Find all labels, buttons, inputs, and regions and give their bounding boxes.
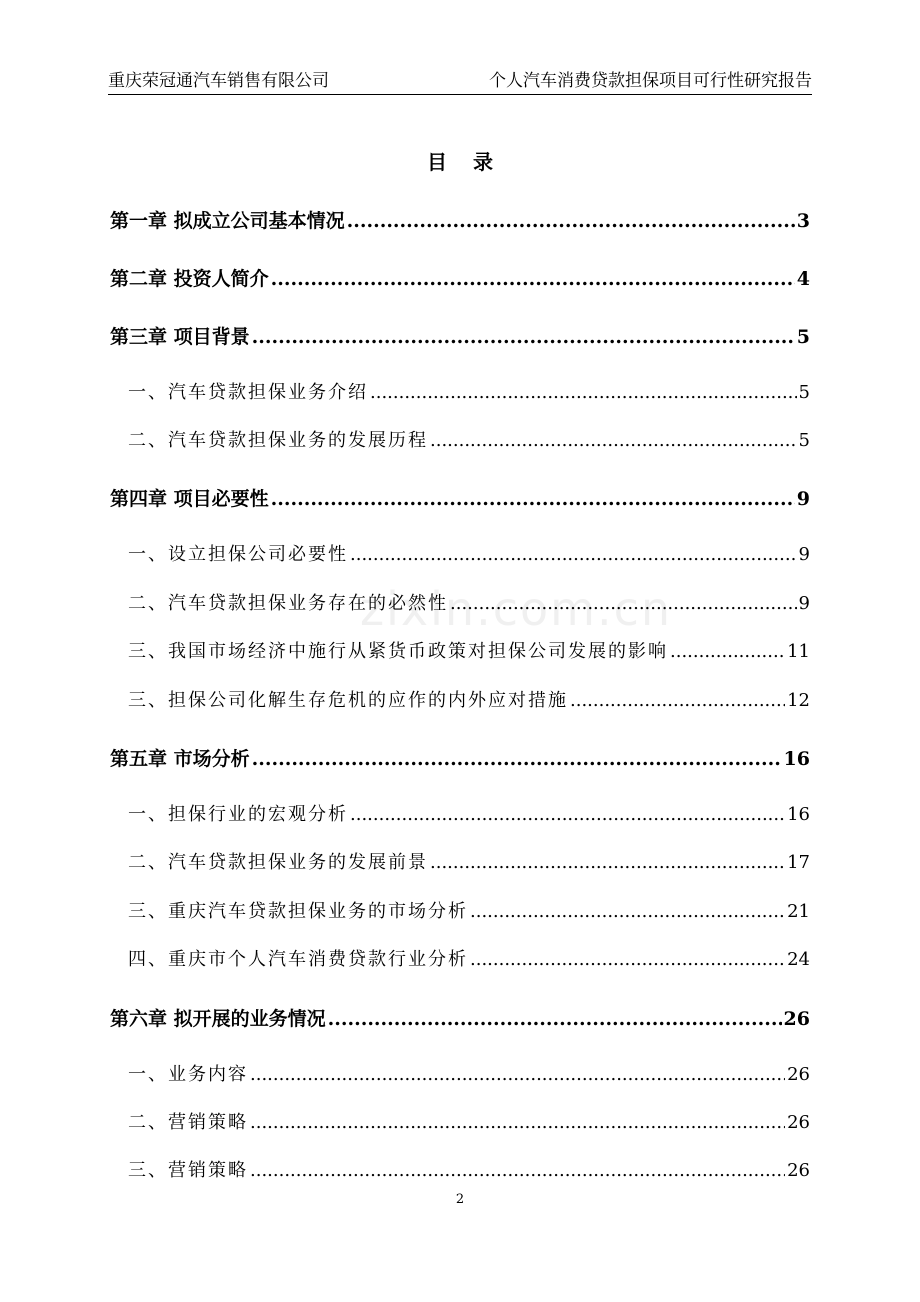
toc-entry-page: 11 xyxy=(787,641,810,662)
toc-leader-dots xyxy=(350,804,785,825)
toc-entry-section[interactable] xyxy=(110,848,810,874)
toc-entry-section[interactable] xyxy=(110,426,810,452)
toc-entry-label: 第二章 投资人简介 xyxy=(110,268,269,290)
toc-entry-section[interactable] xyxy=(110,1156,810,1182)
toc-entry-section[interactable] xyxy=(110,378,810,404)
toc-entry-chapter-4[interactable] xyxy=(110,484,810,511)
toc-entry-section[interactable] xyxy=(110,686,810,712)
toc-entry-label: 二、汽车贷款担保业务存在的必然性 xyxy=(128,593,448,614)
toc-leader-dots xyxy=(250,1112,785,1133)
toc-leader-dots xyxy=(250,1064,785,1085)
toc-entry-page: 17 xyxy=(787,852,810,873)
toc-entry-page: 26 xyxy=(787,1064,810,1085)
toc-entry-label: 第三章 项目背景 xyxy=(110,326,250,348)
toc-leader-dots xyxy=(271,488,795,510)
toc-entry-label: 第四章 项目必要性 xyxy=(110,488,269,510)
toc-entry-page: 16 xyxy=(787,804,810,825)
toc-entry-chapter-6[interactable] xyxy=(110,1004,810,1031)
toc-leader-dots xyxy=(250,1160,785,1181)
toc-entry-section[interactable] xyxy=(110,800,810,826)
toc-entry-label: 四、重庆市个人汽车消费贷款行业分析 xyxy=(128,949,468,970)
toc-entry-page: 5 xyxy=(796,326,810,348)
toc-entry-chapter-2[interactable] xyxy=(110,264,810,291)
toc-entry-label: 一、担保行业的宏观分析 xyxy=(128,804,348,825)
toc-entry-section[interactable] xyxy=(110,540,810,566)
toc-entry-section[interactable] xyxy=(110,1108,810,1134)
toc-leader-dots xyxy=(430,430,797,451)
toc-entry-label: 一、业务内容 xyxy=(128,1064,248,1085)
toc-entry-page: 3 xyxy=(796,210,810,232)
toc-entry-page: 26 xyxy=(787,1112,810,1133)
toc-leader-dots xyxy=(670,641,785,662)
toc-leader-dots xyxy=(271,268,795,290)
toc-entry-page: 5 xyxy=(798,382,810,403)
toc-entry-label: 三、我国市场经济中施行从紧货币政策对担保公司发展的影响 xyxy=(128,641,668,662)
toc-entry-label: 第六章 拟开展的业务情况 xyxy=(110,1008,326,1030)
toc-entry-label: 二、汽车贷款担保业务的发展历程 xyxy=(128,430,428,451)
toc-entry-page: 12 xyxy=(787,690,810,711)
toc-title: 目录 xyxy=(427,150,519,174)
page-header xyxy=(108,64,812,95)
header-report-title: 个人汽车消费贷款担保项目可行性研究报告 xyxy=(489,71,812,91)
toc-entry-chapter-3[interactable] xyxy=(110,322,810,349)
toc-leader-dots xyxy=(350,544,797,565)
toc-entry-chapter-5[interactable] xyxy=(110,744,810,771)
toc-entry-page: 9 xyxy=(798,593,810,614)
toc-entry-page: 5 xyxy=(798,430,810,451)
toc-entry-label: 三、营销策略 xyxy=(128,1160,248,1181)
toc-entry-page: 9 xyxy=(796,488,810,510)
toc-entry-page: 16 xyxy=(783,748,810,770)
toc-entry-label: 一、设立担保公司必要性 xyxy=(128,544,348,565)
toc-leader-dots xyxy=(252,748,782,770)
watermark: zixin.com.cn xyxy=(360,582,673,636)
toc-leader-dots xyxy=(370,382,797,403)
toc-entry-page: 21 xyxy=(787,901,810,922)
toc-leader-dots xyxy=(470,901,785,922)
toc-entry-page: 9 xyxy=(798,544,810,565)
toc-entry-section[interactable] xyxy=(110,945,810,971)
toc-entry-page: 4 xyxy=(796,268,810,290)
toc-entry-label: 三、担保公司化解生存危机的应作的内外应对措施 xyxy=(128,690,568,711)
toc-entry-label: 第一章 拟成立公司基本情况 xyxy=(110,210,345,232)
header-company-name: 重庆荣冠通汽车销售有限公司 xyxy=(108,71,329,91)
toc-entry-section[interactable] xyxy=(110,589,810,615)
toc-leader-dots xyxy=(430,852,785,873)
page-number: 2 xyxy=(455,1192,465,1207)
toc-entry-label: 一、汽车贷款担保业务介绍 xyxy=(128,382,368,403)
toc-entry-section[interactable] xyxy=(110,637,810,663)
toc-leader-dots xyxy=(347,210,795,232)
toc-entry-section[interactable] xyxy=(110,897,810,923)
toc-entry-page: 26 xyxy=(783,1008,810,1030)
toc-leader-dots xyxy=(252,326,795,348)
toc-entry-label: 第五章 市场分析 xyxy=(110,748,250,770)
toc-entry-label: 二、营销策略 xyxy=(128,1112,248,1133)
toc-entry-page: 26 xyxy=(787,1160,810,1181)
toc-leader-dots xyxy=(450,593,797,614)
toc-leader-dots xyxy=(328,1008,782,1030)
toc-entry-label: 二、汽车贷款担保业务的发展前景 xyxy=(128,852,428,873)
toc-entry-section[interactable] xyxy=(110,1060,810,1086)
toc-leader-dots xyxy=(570,690,785,711)
toc-entry-chapter-1[interactable] xyxy=(110,206,810,233)
toc-leader-dots xyxy=(470,949,785,970)
toc-entry-label: 三、重庆汽车贷款担保业务的市场分析 xyxy=(128,901,468,922)
toc-entry-page: 24 xyxy=(787,949,810,970)
